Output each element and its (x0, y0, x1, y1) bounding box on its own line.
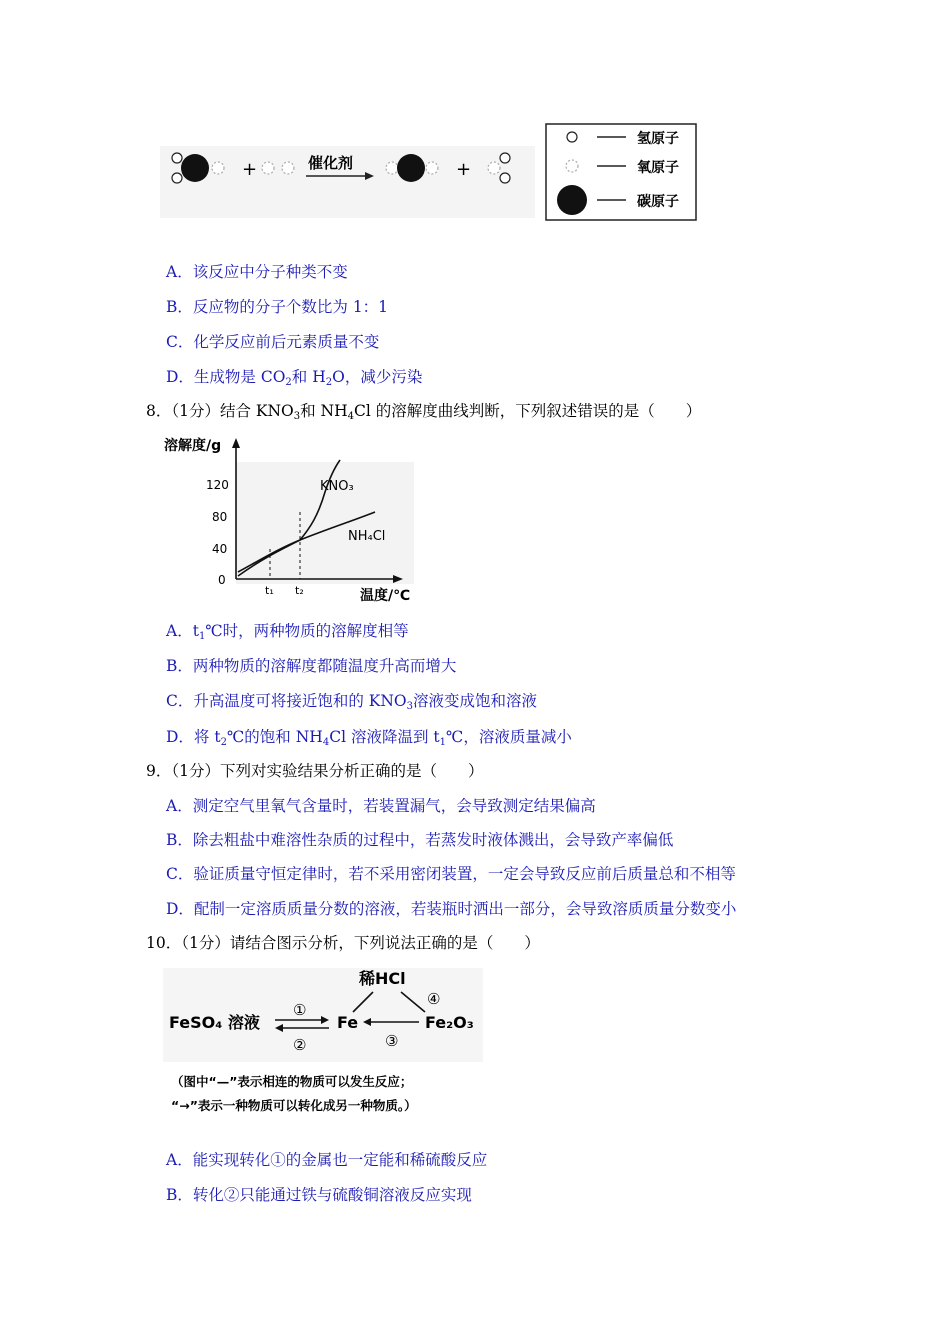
plus-sign-1: + (242, 159, 258, 180)
q9-option-a[interactable]: A．测定空气里氧气含量时，若装置漏气，会导致测定结果偏高 (166, 797, 596, 815)
hydrogen-atom-icon (567, 132, 577, 142)
legend-label-hydrogen: 氢原子 (637, 131, 679, 147)
feso4-solution-label: FeSO₄ 溶液 (169, 1013, 260, 1032)
y-tick-40: 40 (212, 542, 228, 556)
q8-option-b[interactable]: B．两种物质的溶解度都随温度升高而增大 (166, 657, 457, 675)
solubility-chart (160, 432, 425, 610)
fe2o3-label: Fe₂O₃ (425, 1013, 474, 1032)
q7-option-a[interactable]: A．该反应中分子种类不变 (166, 263, 348, 281)
kno3-series-label: KNO₃ (320, 479, 354, 494)
q7-option-d[interactable]: D．生成物是 $CO_2$和 $H_2O$，减少污染 (166, 368, 423, 388)
nh4cl-series-label: NH₄Cl (348, 529, 386, 544)
q8-option-a[interactable]: A．$t_1℃$时，两种物质的溶解度相等 (166, 622, 409, 642)
plus-sign-2: + (456, 159, 472, 180)
q9-option-c[interactable]: C．验证质量守恒定律时，若不采用密闭装置，一定会导致反应前后质量总和不相等 (166, 865, 736, 883)
q10-option-b[interactable]: B．转化②只能通过铁与硫酸铜溶液反应实现 (166, 1186, 472, 1204)
diagram-note-line2: “→”表示一种物质可以转化成另一种物质。） (171, 1098, 417, 1113)
catalyst-label: 催化剂 (308, 154, 354, 172)
step-1-label: ① (293, 1001, 307, 1019)
oxygen-atom-icon (566, 160, 578, 172)
q9-option-d[interactable]: D．配制一定溶质质量分数的溶液，若装瓶时洒出一部分，会导致溶质质量分数变小 (166, 900, 737, 918)
x-tick-t1: t₁ (265, 584, 274, 597)
legend-label-oxygen: 氧原子 (637, 160, 679, 176)
q10-stem: 10．（1分）请结合图示分析，下列说法正确的是（ ） (146, 934, 540, 952)
y-tick-80: 80 (212, 510, 228, 524)
y-tick-0: 0 (218, 573, 226, 587)
dilute-hcl-label: 稀HCl (359, 969, 406, 988)
q8-option-c[interactable]: C．升高温度可将接近饱和的 $KNO_3$溶液变成饱和溶液 (166, 692, 538, 712)
y-axis-label: 溶解度/g (164, 438, 222, 454)
diagram-note-line1: （图中“—”表示相连的物质可以发生反应； (171, 1074, 413, 1089)
q7-option-d-text: D．生成物是 CO (166, 368, 286, 386)
y-tick-120: 120 (206, 478, 229, 492)
q7-option-c[interactable]: C．化学反应前后元素质量不变 (166, 333, 380, 351)
q8-option-d[interactable]: D．将 $t_2℃$的饱和 $NH_4Cl$ 溶液降温到 $t_1℃$，溶液质量减小 (166, 728, 572, 748)
step-4-label: ④ (427, 990, 441, 1008)
step-3-label: ③ (385, 1032, 399, 1050)
iron-conversion-diagram (163, 962, 493, 1122)
x-tick-t2: t₂ (295, 584, 304, 597)
legend-label-carbon: 碳原子 (637, 194, 679, 210)
q9-stem: 9．（1分）下列对实验结果分析正确的是（ ） (146, 762, 484, 780)
atom-legend (546, 124, 696, 220)
q8-stem: 8．（1分）结合 $KNO_3$和 $NH_4Cl$ 的溶解度曲线判断，下列叙述错误的是（ ） (146, 402, 702, 422)
carbon-atom-icon (557, 185, 587, 215)
q10-option-a[interactable]: A．能实现转化①的金属也一定能和稀硫酸反应 (166, 1151, 488, 1169)
q7-option-b[interactable]: B．反应物的分子个数比为 1：1 (166, 298, 389, 316)
q9-option-b[interactable]: B．除去粗盐中难溶性杂质的过程中，若蒸发时液体溅出，会导致产率偏低 (166, 831, 674, 849)
x-axis-label: 温度/℃ (360, 588, 411, 604)
reaction-diagram (160, 118, 705, 228)
step-2-label: ② (293, 1036, 307, 1054)
fe-label: Fe (337, 1013, 359, 1032)
